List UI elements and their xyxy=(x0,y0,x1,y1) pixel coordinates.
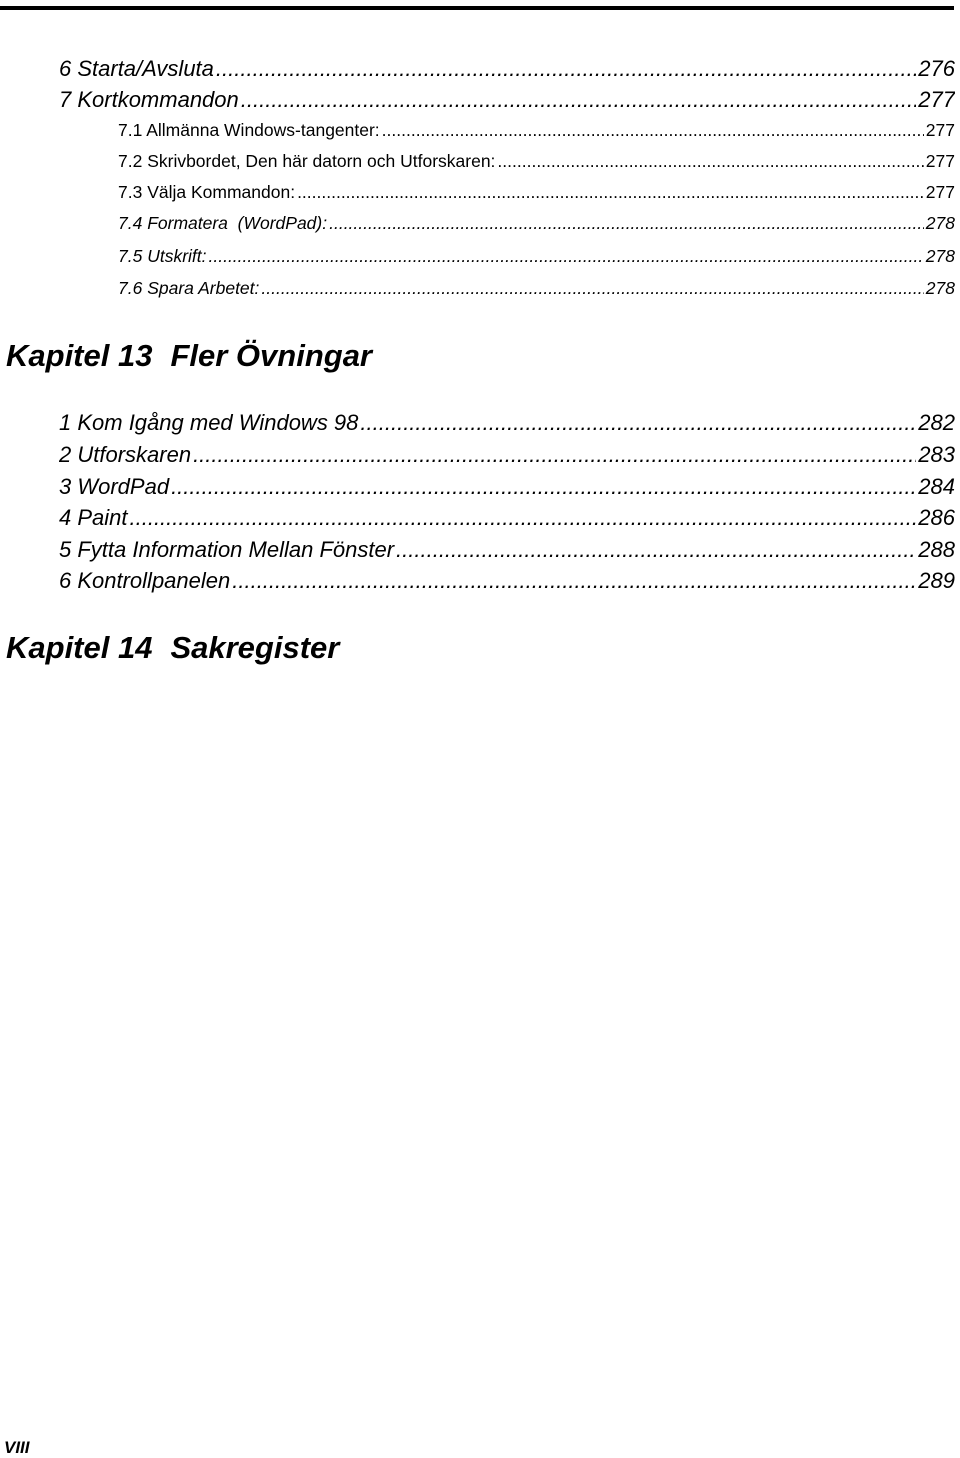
toc-entry-label: 2 Utforskaren xyxy=(59,442,192,467)
toc-entry-page: 277 xyxy=(925,151,955,171)
toc-entry-page: 278 xyxy=(925,246,955,266)
toc-entry-label: 5 Fytta Information Mellan Fönster xyxy=(59,537,395,562)
toc-entry-page: 284 xyxy=(918,474,955,499)
dot-leader xyxy=(130,505,917,531)
toc-entry-page: 277 xyxy=(925,120,955,140)
toc-entry-kortkommandon[interactable] xyxy=(59,87,955,113)
toc-entry-label: 3 WordPad xyxy=(59,474,170,499)
toc-exercise-2[interactable] xyxy=(59,442,955,468)
toc-subentry-7-4[interactable] xyxy=(118,213,955,234)
dot-leader xyxy=(261,278,923,299)
toc-entry-label: 7.2 Skrivbordet, Den här datorn och Utforskaren: xyxy=(118,151,496,171)
chapter-13-heading[interactable] xyxy=(6,338,372,374)
chapter-number: Kapitel 14 xyxy=(6,630,153,665)
chapter-number: Kapitel 13 xyxy=(6,338,153,373)
toc-subentry-7-6[interactable] xyxy=(118,278,955,299)
toc-entry-page: 283 xyxy=(918,442,955,467)
toc-entry-starta-avsluta[interactable] xyxy=(59,56,955,82)
toc-subentry-7-3[interactable] xyxy=(118,182,955,203)
footer-page-number: VIII xyxy=(4,1438,30,1457)
toc-subentry-7-5[interactable] xyxy=(118,246,955,267)
dot-leader xyxy=(497,151,923,172)
toc-entry-label: 7.6 Spara Arbetet: xyxy=(118,278,260,298)
toc-entry-label: 6 Starta/Avsluta xyxy=(59,56,214,81)
toc-exercise-4[interactable] xyxy=(59,505,955,531)
toc-entry-label: 6 Kontrollpanelen xyxy=(59,568,231,593)
toc-subentry-7-1[interactable] xyxy=(118,120,955,141)
dot-leader xyxy=(329,213,924,234)
dot-leader xyxy=(382,120,924,141)
toc-entry-label: 4 Paint xyxy=(59,505,128,530)
toc-entry-label: 7.5 Utskrift: xyxy=(118,246,207,266)
top-rule xyxy=(0,6,954,10)
dot-leader xyxy=(360,410,916,436)
toc-exercise-1[interactable] xyxy=(59,410,955,436)
toc-subentry-7-2[interactable] xyxy=(118,151,955,172)
toc-entry-page: 278 xyxy=(925,213,955,233)
dot-leader xyxy=(232,568,916,594)
toc-entry-page: 286 xyxy=(918,505,955,530)
toc-entry-label: 7 Kortkommandon xyxy=(59,87,239,112)
toc-exercise-3[interactable] xyxy=(59,474,955,500)
dot-leader xyxy=(241,87,917,113)
toc-entry-page: 277 xyxy=(918,87,955,112)
chapter-title: Fler Övningar xyxy=(170,338,372,373)
toc-entry-page: 278 xyxy=(925,278,955,298)
toc-entry-page: 289 xyxy=(918,568,955,593)
dot-leader xyxy=(171,474,916,500)
toc-exercise-5[interactable] xyxy=(59,537,955,563)
dot-leader xyxy=(396,537,916,563)
toc-exercise-6[interactable] xyxy=(59,568,955,594)
dot-leader xyxy=(193,442,916,468)
toc-entry-page: 282 xyxy=(918,410,955,435)
chapter-14-heading[interactable] xyxy=(6,630,339,666)
dot-leader xyxy=(297,182,924,203)
toc-entry-label: 1 Kom Igång med Windows 98 xyxy=(59,410,359,435)
chapter-title: Sakregister xyxy=(170,630,340,665)
dot-leader xyxy=(216,56,916,82)
toc-entry-page: 277 xyxy=(925,182,955,202)
toc-entry-page: 276 xyxy=(918,56,955,81)
toc-entry-label: 7.4 Formatera (WordPad): xyxy=(118,213,328,233)
toc-entry-label: 7.3 Välja Kommandon: xyxy=(118,182,296,202)
toc-entry-page: 288 xyxy=(918,537,955,562)
toc-entry-label: 7.1 Allmänna Windows-tangenter: xyxy=(118,120,380,140)
dot-leader xyxy=(209,246,924,267)
